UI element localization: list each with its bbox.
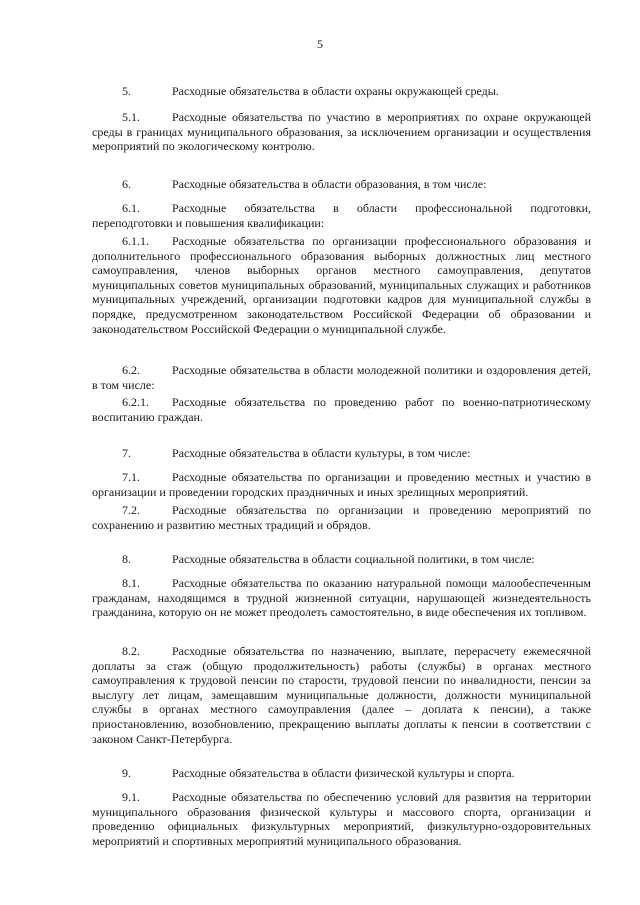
paragraph-6-2-1: [92, 395, 591, 424]
paragraph-text: Расходные обязательства по организации и проведению местных и участию в организации и проведении городских праздничных и иных зрелищных мероприятий.: [92, 470, 591, 499]
paragraph-number: 7.2.: [122, 503, 140, 517]
paragraph-text: Расходные обязательства в области охраны окружающей среды.: [172, 84, 499, 98]
paragraph-5: [92, 84, 591, 99]
paragraph-number: 9.: [122, 766, 131, 780]
paragraph-7: [92, 446, 591, 461]
paragraph-6-1-1: [92, 234, 591, 336]
paragraph-text: Расходные обязательства в области культуры, в том числе:: [172, 446, 471, 460]
paragraph-number: 8.: [122, 552, 131, 566]
paragraph-text: Расходные обязательства по проведению работ по военно-патриотическому воспитанию граждан.: [92, 395, 591, 424]
paragraph-number: 5.1.: [122, 110, 140, 124]
paragraph-6-1: [92, 201, 591, 230]
paragraph-text: Расходные обязательства в области социальной политики, в том числе:: [172, 552, 535, 566]
paragraph-number: 6.2.: [122, 363, 140, 377]
paragraph-9-1: [92, 790, 591, 848]
paragraph-text: Расходные обязательства в области образования, в том числе:: [172, 177, 487, 191]
paragraph-text: Расходные обязательства в области физической культуры и спорта.: [172, 766, 515, 780]
paragraph-text: Расходные обязательства в области молодежной политики и оздоровления детей, в том числе:: [92, 363, 591, 392]
paragraph-number: 5.: [122, 84, 131, 98]
paragraph-number: 6.1.: [122, 201, 140, 215]
paragraph-text: Расходные обязательства по организации и проведению мероприятий по сохранению и развитию местных традиций и обрядов.: [92, 503, 591, 532]
paragraph-text: Расходные обязательства по участию в мероприятиях по охране окружающей среды в границах муниципального образования, за исключением организации и осуществления мероприятий по экологическому контролю.: [92, 110, 591, 154]
paragraph-number: 6.2.1.: [122, 395, 149, 409]
paragraph-number: 9.1.: [122, 790, 140, 804]
paragraph-6-2: [92, 363, 591, 392]
paragraph-number: 6.: [122, 177, 131, 191]
paragraph-text: Расходные обязательства по назначению, выплате, перерасчету ежемесячной доплаты за стаж (общую продолжительность) работы (службы) в органах местного самоуправления к трудовой пенсии по старости, трудовой пенсии по инвалидности, пенсии за выслугу лет лицам, замещавшим муниципальные должности, должности муниципальной службы в органах местного самоуправления (далее – доплата к пенсии), а также приостановлению, возобновлению, прекращению выплаты доплаты к пенсии в соответствии с законом Санкт-Петербурга.: [92, 644, 591, 746]
paragraph-text: Расходные обязательства по оказанию натуральной помощи малообеспеченным гражданам, находящимся в трудной жизненной ситуации, нарушающей жизнедеятельность гражданина, которую он не может преодолеть самостоятельно, в виде обеспечения их топливом.: [92, 576, 591, 620]
paragraph-number: 6.1.1.: [122, 234, 149, 248]
paragraph-8-2: [92, 644, 591, 746]
paragraph-7-2: [92, 503, 591, 532]
paragraph-9: [92, 766, 591, 781]
paragraph-number: 8.2.: [122, 644, 140, 658]
paragraph-5-1: [92, 110, 591, 154]
paragraph-text: Расходные обязательства по организации профессионального образования и дополнительного профессионального образования выборных должностных лиц местного самоуправления, членов выборных органов местного самоуправления, депутатов муниципальных советов муниципальных образований, муниципальных служащих и работников муниципальных учреждений, организации подготовки кадров для муниципальной службы в порядке, предусмотренном законодательством Российской Федерации об образовании и законодательством Российской Федерации о муниципальной службе.: [92, 234, 591, 336]
page-number: 5: [317, 37, 323, 51]
paragraph-number: 7.1.: [122, 470, 140, 484]
paragraph-text: Расходные обязательства по обеспечению условий для развития на территории муниципального образования физической культуры и массового спорта, организации и проведению официальных физкультурных мероприятий, физкультурно-оздоровительных мероприятий и спортивных мероприятий муниципального образования.: [92, 790, 591, 848]
paragraph-7-1: [92, 470, 591, 499]
paragraph-number: 7.: [122, 446, 131, 460]
paragraph-8: [92, 552, 591, 567]
paragraph-8-1: [92, 576, 591, 620]
paragraph-text: Расходные обязательства в области профессиональной подготовки, переподготовки и повышения квалификации:: [92, 201, 591, 230]
paragraph-number: 8.1.: [122, 576, 140, 590]
paragraph-6: [92, 177, 591, 192]
